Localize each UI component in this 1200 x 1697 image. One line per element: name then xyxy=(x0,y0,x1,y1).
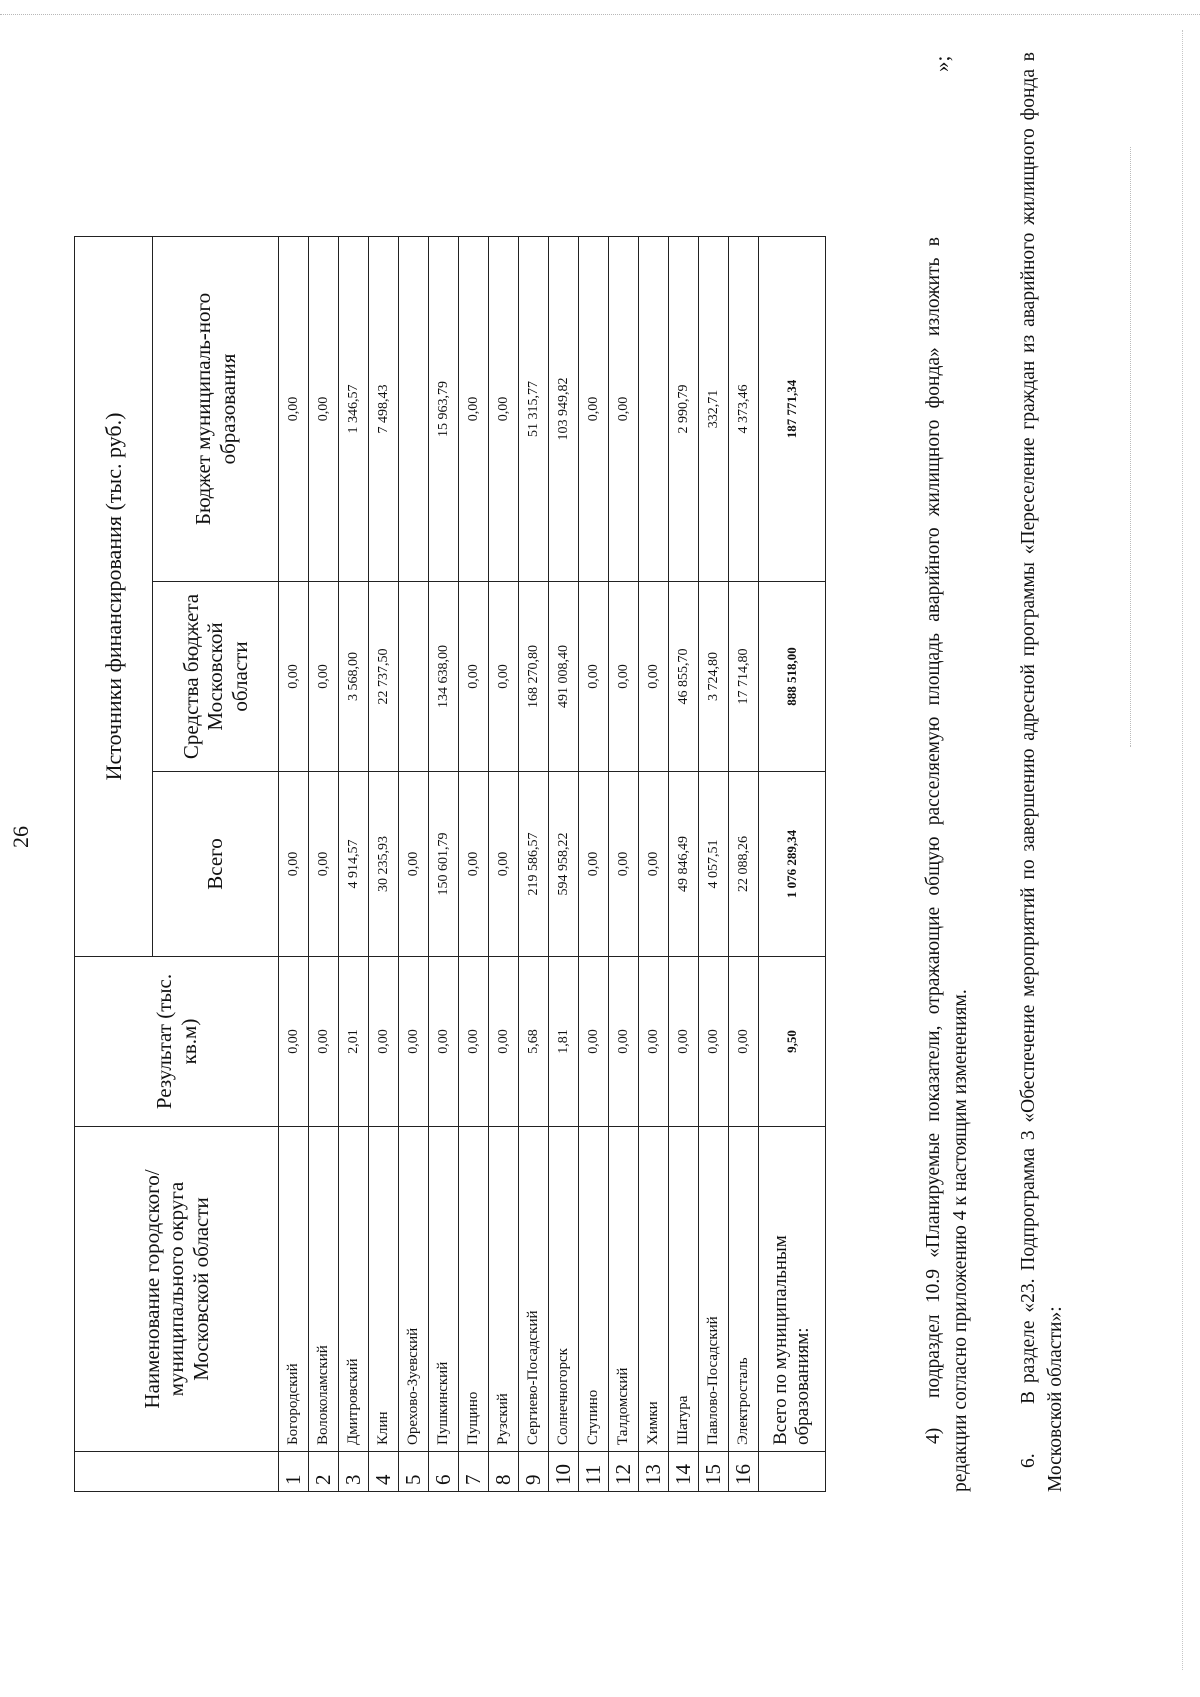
page-number: 26 xyxy=(8,826,33,848)
financing-table xyxy=(74,236,826,1492)
row-total: 0,00 xyxy=(609,772,639,957)
row-index: 8 xyxy=(489,1452,519,1492)
row-result: 0,00 xyxy=(639,957,669,1127)
row-region: 0,00 xyxy=(459,582,489,772)
table-row xyxy=(459,237,489,1492)
row-total: 0,00 xyxy=(459,772,489,957)
row-total: 0,00 xyxy=(279,772,309,957)
row-municipal: 0,00 xyxy=(579,237,609,582)
row-index: 12 xyxy=(609,1452,639,1492)
row-index: 11 xyxy=(579,1452,609,1492)
row-name: Ступино xyxy=(579,1127,609,1452)
row-total: 22 088,26 xyxy=(729,772,759,957)
row-municipal: 103 949,82 xyxy=(549,237,579,582)
table-row xyxy=(639,237,669,1492)
row-region: 0,00 xyxy=(279,582,309,772)
row-index: 15 xyxy=(699,1452,729,1492)
row-name: Химки xyxy=(639,1127,669,1452)
row-result: 5,68 xyxy=(519,957,549,1127)
row-name: Сергиево-Посадский xyxy=(519,1127,549,1452)
header-region-budget: Средства бюджета Московской области xyxy=(153,582,279,772)
row-name: Дмитровский xyxy=(339,1127,369,1452)
row-region: 0,00 xyxy=(609,582,639,772)
row-result: 0,00 xyxy=(369,957,399,1127)
row-total: 0,00 xyxy=(579,772,609,957)
row-municipal: 0,00 xyxy=(459,237,489,582)
row-result: 0,00 xyxy=(429,957,459,1127)
row-result: 0,00 xyxy=(309,957,339,1127)
row-total: 4 914,57 xyxy=(339,772,369,957)
table-row xyxy=(699,237,729,1492)
row-name: Электросталь xyxy=(729,1127,759,1452)
table-total-row xyxy=(759,237,826,1492)
row-result: 0,00 xyxy=(729,957,759,1127)
row-total: 0,00 xyxy=(399,772,429,957)
row-municipal: 15 963,79 xyxy=(429,237,459,582)
row-name: Богородский xyxy=(279,1127,309,1452)
total-name: Всего по муниципальным образованиям: xyxy=(759,1127,826,1452)
closing-quote-mark: »; xyxy=(930,55,954,72)
row-region: 0,00 xyxy=(309,582,339,772)
row-index: 5 xyxy=(399,1452,429,1492)
total-result: 9,50 xyxy=(759,957,826,1127)
table-row xyxy=(399,237,429,1492)
total-index xyxy=(759,1452,826,1492)
row-total: 0,00 xyxy=(639,772,669,957)
header-name: Наименование городского/муниципального округа Московской области xyxy=(75,1127,279,1452)
row-result: 0,00 xyxy=(489,957,519,1127)
row-total: 30 235,93 xyxy=(369,772,399,957)
row-region: 134 638,00 xyxy=(429,582,459,772)
total-total: 1 076 289,34 xyxy=(759,772,826,957)
row-region: 3 568,00 xyxy=(339,582,369,772)
row-total: 150 601,79 xyxy=(429,772,459,957)
header-index xyxy=(75,1452,279,1492)
row-index: 3 xyxy=(339,1452,369,1492)
row-index: 1 xyxy=(279,1452,309,1492)
table-row xyxy=(729,237,759,1492)
row-municipal: 0,00 xyxy=(309,237,339,582)
row-region: 0,00 xyxy=(489,582,519,772)
row-total: 4 057,51 xyxy=(699,772,729,957)
row-municipal: 1 346,57 xyxy=(339,237,369,582)
row-region: 491 008,40 xyxy=(549,582,579,772)
table-row xyxy=(489,237,519,1492)
row-municipal: 4 373,46 xyxy=(729,237,759,582)
header-result: Результат (тыс. кв.м) xyxy=(75,957,279,1127)
row-municipal: 0,00 xyxy=(609,237,639,582)
row-name: Солнечногорск xyxy=(549,1127,579,1452)
row-index: 16 xyxy=(729,1452,759,1492)
header-total: Всего xyxy=(153,772,279,957)
paragraph-4 xyxy=(920,237,974,1492)
row-result: 0,00 xyxy=(609,957,639,1127)
header-sources: Источники финансирования (тыс. руб.) xyxy=(75,237,153,957)
paragraph-4-text: подраздел 10.9 «Планируемые показатели, отражающие общую расселяемую площадь аварийного жилищного фонда» изложить в редакции согласно приложению 4 к настоящим изменениям. xyxy=(923,237,971,1492)
row-index: 4 xyxy=(369,1452,399,1492)
row-region: 17 714,80 xyxy=(729,582,759,772)
table-row xyxy=(609,237,639,1492)
row-total: 49 846,49 xyxy=(669,772,699,957)
row-name: Шатура xyxy=(669,1127,699,1452)
paragraph-6 xyxy=(1015,52,1069,1492)
row-total: 0,00 xyxy=(309,772,339,957)
row-index: 7 xyxy=(459,1452,489,1492)
row-name: Рузский xyxy=(489,1127,519,1452)
row-total: 0,00 xyxy=(489,772,519,957)
row-municipal: 0,00 xyxy=(489,237,519,582)
header-municipal-budget: Бюджет муниципаль-ного образования xyxy=(153,237,279,582)
table-row xyxy=(549,237,579,1492)
scan-specks xyxy=(1130,147,1133,747)
row-municipal xyxy=(639,237,669,582)
row-name: Пущино xyxy=(459,1127,489,1452)
row-total: 219 586,57 xyxy=(519,772,549,957)
row-region: 0,00 xyxy=(639,582,669,772)
table-row xyxy=(519,237,549,1492)
table-row xyxy=(429,237,459,1492)
row-region xyxy=(399,582,429,772)
paragraph-6-text: В разделе «23. Подпрограмма 3 «Обеспечение мероприятий по завершению адресной программы «Переселение граждан из аварийного жилищного фонда в Московской области»: xyxy=(1018,52,1066,1492)
row-region: 168 270,80 xyxy=(519,582,549,772)
table-row xyxy=(309,237,339,1492)
row-municipal xyxy=(399,237,429,582)
row-name: Волоколамский xyxy=(309,1127,339,1452)
row-index: 10 xyxy=(549,1452,579,1492)
row-result: 1,81 xyxy=(549,957,579,1127)
table-row xyxy=(279,237,309,1492)
row-municipal: 2 990,79 xyxy=(669,237,699,582)
row-region: 22 737,50 xyxy=(369,582,399,772)
total-region: 888 518,00 xyxy=(759,582,826,772)
table-row xyxy=(669,237,699,1492)
row-region: 3 724,80 xyxy=(699,582,729,772)
row-name: Орехово-Зуевский xyxy=(399,1127,429,1452)
row-name: Павлово-Посадский xyxy=(699,1127,729,1452)
row-total: 594 958,22 xyxy=(549,772,579,957)
row-region: 0,00 xyxy=(579,582,609,772)
row-index: 9 xyxy=(519,1452,549,1492)
row-result: 2,01 xyxy=(339,957,369,1127)
table-row xyxy=(369,237,399,1492)
row-index: 13 xyxy=(639,1452,669,1492)
row-result: 0,00 xyxy=(399,957,429,1127)
paragraph-6-number: 6. xyxy=(1018,1453,1039,1468)
table-row xyxy=(339,237,369,1492)
row-region: 46 855,70 xyxy=(669,582,699,772)
row-index: 2 xyxy=(309,1452,339,1492)
row-result: 0,00 xyxy=(669,957,699,1127)
row-name: Талдомский xyxy=(609,1127,639,1452)
paragraph-4-number: 4) xyxy=(923,1427,944,1444)
row-result: 0,00 xyxy=(699,957,729,1127)
row-name: Клин xyxy=(369,1127,399,1452)
row-name: Пушкинский xyxy=(429,1127,459,1452)
row-index: 6 xyxy=(429,1452,459,1492)
row-result: 0,00 xyxy=(579,957,609,1127)
row-result: 0,00 xyxy=(459,957,489,1127)
row-municipal: 51 315,77 xyxy=(519,237,549,582)
row-municipal: 332,71 xyxy=(699,237,729,582)
row-municipal: 7 498,43 xyxy=(369,237,399,582)
row-index: 14 xyxy=(669,1452,699,1492)
table-row xyxy=(579,237,609,1492)
row-municipal: 0,00 xyxy=(279,237,309,582)
row-result: 0,00 xyxy=(279,957,309,1127)
total-municipal: 187 771,34 xyxy=(759,237,826,582)
